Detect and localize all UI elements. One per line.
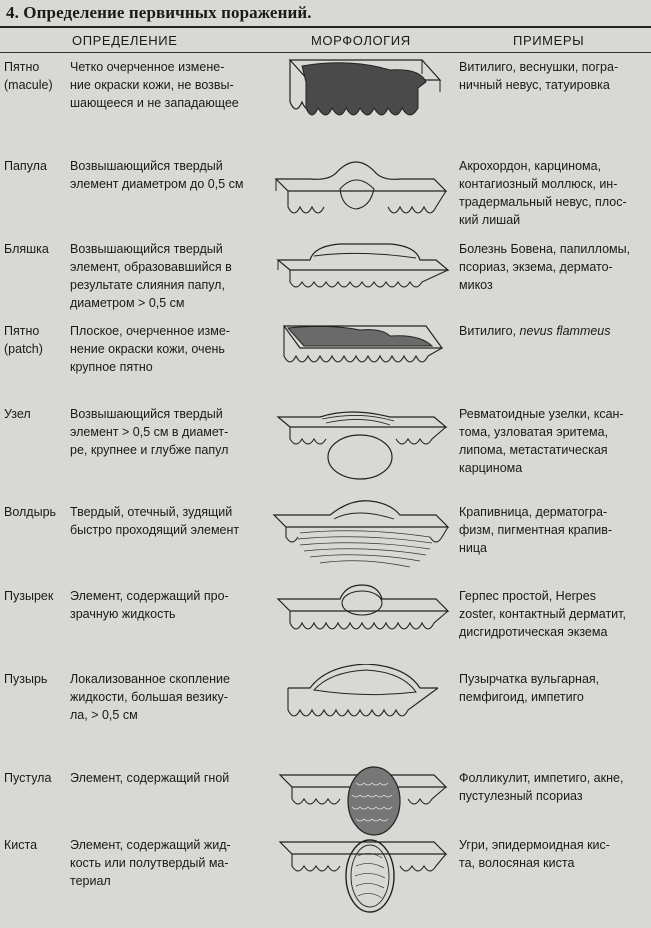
examples: Ревматоидные узелки, ксан- тома, узловатая эритема, липома, метастатическая карцинома [459,407,624,475]
term: Бляшка [4,242,49,256]
macule-illustration [270,52,450,136]
title-rule [0,26,651,28]
examples: Болезнь Бовена, папилломы, псориаз, экзема, дермато- микоз [459,242,631,292]
table-row [0,157,651,241]
examples: Герпес простой, Herpes zoster, контактный дерматит, дисгидротическая экзема [459,589,626,639]
definition: Локализованное скопление жидкости, большая везику- ла, > 0,5 см [70,672,230,722]
examples: Фолликулит, импетиго, акне, пустулезный псориаз [459,771,624,803]
header-morphology: МОРФОЛОГИЯ [311,33,411,48]
definition: Возвышающийся твердый элемент, образовавшийся в результате слияния папул, диаметром > 0,5 см [70,242,232,310]
term: Киста [4,838,38,852]
definition: Элемент, содержащий про- зрачную жидкость [70,589,229,621]
page-title: 4. Определение первичных поражений. [6,3,312,22]
definition: Возвышающийся твердый элемент диаметром до 0,5 см [70,159,244,191]
table-row [0,670,651,754]
term: Пустула [4,771,52,785]
term: Волдырь [4,505,57,519]
definition: Твердый, отечный, зудящий быстро проходящий элемент [70,505,240,537]
definition: Возвышающийся твердый элемент > 0,5 см в диамет- ре, крупнее и глубже папул [70,407,229,457]
table-row [0,405,651,489]
header-definition: ОПРЕДЕЛЕНИЕ [72,33,178,48]
wheal-illustration [270,497,450,581]
table-row [0,836,651,920]
patch-illustration [270,316,450,400]
examples: Витилиго, веснушки, погра- ничный невус, татуировка [459,60,619,92]
papule-illustration [270,151,450,235]
examples: Угри, эпидермоидная кис- та, волосяная киста [459,838,610,870]
term: Пятно (patch) [4,324,43,356]
bulla-illustration [270,664,450,748]
table-row [0,587,651,671]
examples: Акрохордон, карцинома, контагиозный моллюск, ин- традермальный невус, плос- кий лишай [459,159,627,227]
term: Узел [4,407,31,421]
header-examples: ПРИМЕРЫ [513,33,585,48]
cyst-illustration [270,830,450,914]
term: Пузырек [4,589,54,603]
term: Папула [4,159,47,173]
definition: Четко очерченное измене- ние окраски кожи, не возвы- шающееся и не западающее [70,60,239,110]
definition: Плоское, очерченное изме- нение окраски кожи, очень крупное пятно [70,324,230,374]
examples: Пузырчатка вульгарная, пемфигоид, импетиго [459,672,600,704]
table-row [0,503,651,587]
term: Пятно (macule) [4,60,53,92]
examples: Витилиго, nevus flammeus [459,324,611,338]
table-row [0,58,651,142]
table-row [0,240,651,324]
definition: Элемент, содержащий жид- кость или полутвердый ма- териал [70,838,231,888]
vesicle-illustration [270,581,450,665]
nodule-illustration [270,399,450,483]
definition: Элемент, содержащий гной [70,771,230,785]
plaque-illustration [270,234,450,318]
table-row [0,322,651,406]
examples: Крапивница, дерматогра- физм, пигментная крапив- ница [459,505,613,555]
term: Пузырь [4,672,48,686]
